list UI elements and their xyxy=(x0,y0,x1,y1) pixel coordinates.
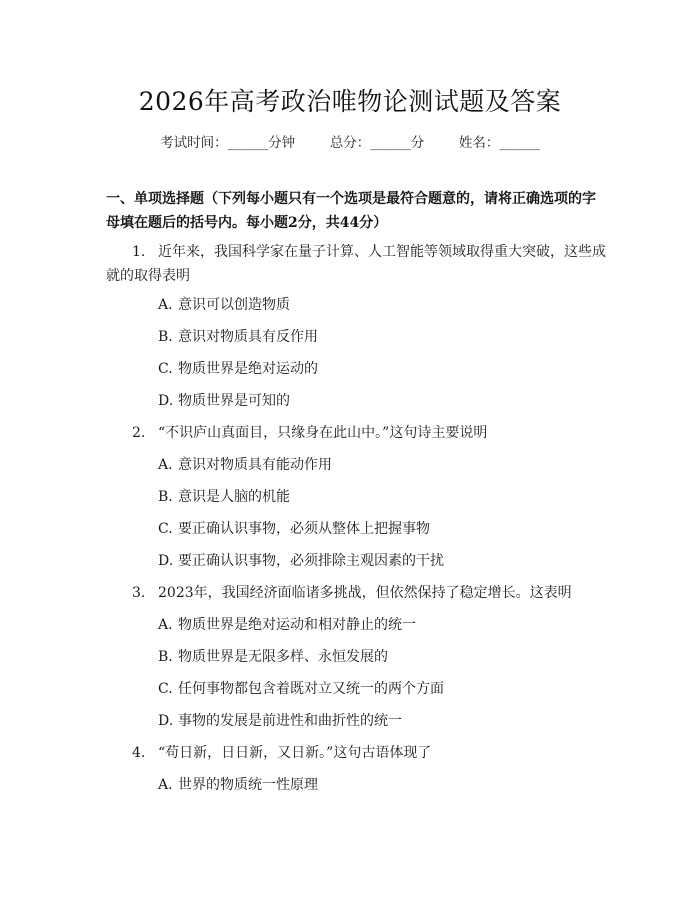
option-text: 意识对物质具有能动作用 xyxy=(178,457,332,473)
option-1a xyxy=(158,295,290,315)
option-letter: A. xyxy=(158,297,173,313)
question-2 xyxy=(106,421,606,445)
option-text: 世界的物质统一性原理 xyxy=(178,777,318,793)
option-letter: D. xyxy=(158,553,174,569)
option-3b xyxy=(158,647,388,667)
option-text: 物质世界是绝对运动的 xyxy=(178,361,318,377)
question-text: “苟日新，日日新，又日新。”这句古语体现了 xyxy=(158,745,432,761)
option-letter: B. xyxy=(158,489,173,505)
exam-meta xyxy=(0,131,700,151)
option-text: 要正确认识事物，必须从整体上把握事物 xyxy=(178,521,430,537)
option-letter: D. xyxy=(158,713,174,729)
name-label: 姓名： xyxy=(458,135,500,151)
option-3a xyxy=(158,615,416,635)
option-letter: A. xyxy=(158,777,173,793)
option-3d xyxy=(158,711,402,731)
option-2a xyxy=(158,455,332,475)
option-text: 物质世界是无限多样、永恒发展的 xyxy=(178,649,388,665)
option-3c xyxy=(158,679,444,699)
question-number: 4. xyxy=(132,745,146,761)
question-4 xyxy=(106,741,606,765)
option-text: 意识对物质具有反作用 xyxy=(178,329,318,345)
question-number: 1. xyxy=(132,244,146,260)
score-label: 总分： xyxy=(329,135,371,151)
option-letter: C. xyxy=(158,521,173,537)
option-letter: C. xyxy=(158,361,173,377)
question-number: 3. xyxy=(132,585,146,601)
question-1 xyxy=(106,240,606,288)
option-text: 意识是人脑的机能 xyxy=(178,489,290,505)
option-text: 意识可以创造物质 xyxy=(178,297,290,313)
option-text: 物质世界是绝对运动和相对静止的统一 xyxy=(178,617,416,633)
option-text: 任何事物都包含着既对立又统一的两个方面 xyxy=(178,681,444,697)
option-2b xyxy=(158,487,290,507)
option-text: 事物的发展是前进性和曲折性的统一 xyxy=(178,713,402,729)
option-text: 物质世界是可知的 xyxy=(178,393,290,409)
section-heading: 一、单项选择题（下列每小题只有一个选项是最符合题意的，请将正确选项的字母填在题后的括号内。每小题2分，共44分） xyxy=(106,191,596,231)
option-letter: A. xyxy=(158,617,173,633)
option-2d xyxy=(158,551,444,571)
option-letter: C. xyxy=(158,681,173,697)
question-text: “不识庐山真面目，只缘身在此山中。”这句诗主要说明 xyxy=(158,425,488,441)
question-text: 2023年，我国经济面临诸多挑战，但依然保持了稳定增长。这表明 xyxy=(158,585,572,601)
option-letter: A. xyxy=(158,457,173,473)
question-3 xyxy=(106,581,606,605)
option-letter: B. xyxy=(158,649,173,665)
option-2c xyxy=(158,519,430,539)
option-1c xyxy=(158,359,318,379)
option-letter: D. xyxy=(158,393,174,409)
time-label: 考试时间： xyxy=(160,135,228,151)
score-blank: ______分 xyxy=(370,135,425,151)
option-1d xyxy=(158,391,290,411)
time-blank: ______分钟 xyxy=(227,135,296,151)
question-text: 近年来，我国科学家在量子计算、人工智能等领域取得重大突破，这些成就的取得表明 xyxy=(106,244,606,284)
option-1b xyxy=(158,327,318,347)
name-blank: ______ xyxy=(499,135,540,151)
page-title: 2026年高考政治唯物论测试题及答案 xyxy=(138,87,562,116)
option-4a xyxy=(158,775,318,795)
option-text: 要正确认识事物，必须排除主观因素的干扰 xyxy=(178,553,444,569)
question-number: 2. xyxy=(132,425,146,441)
option-letter: B. xyxy=(158,329,173,345)
